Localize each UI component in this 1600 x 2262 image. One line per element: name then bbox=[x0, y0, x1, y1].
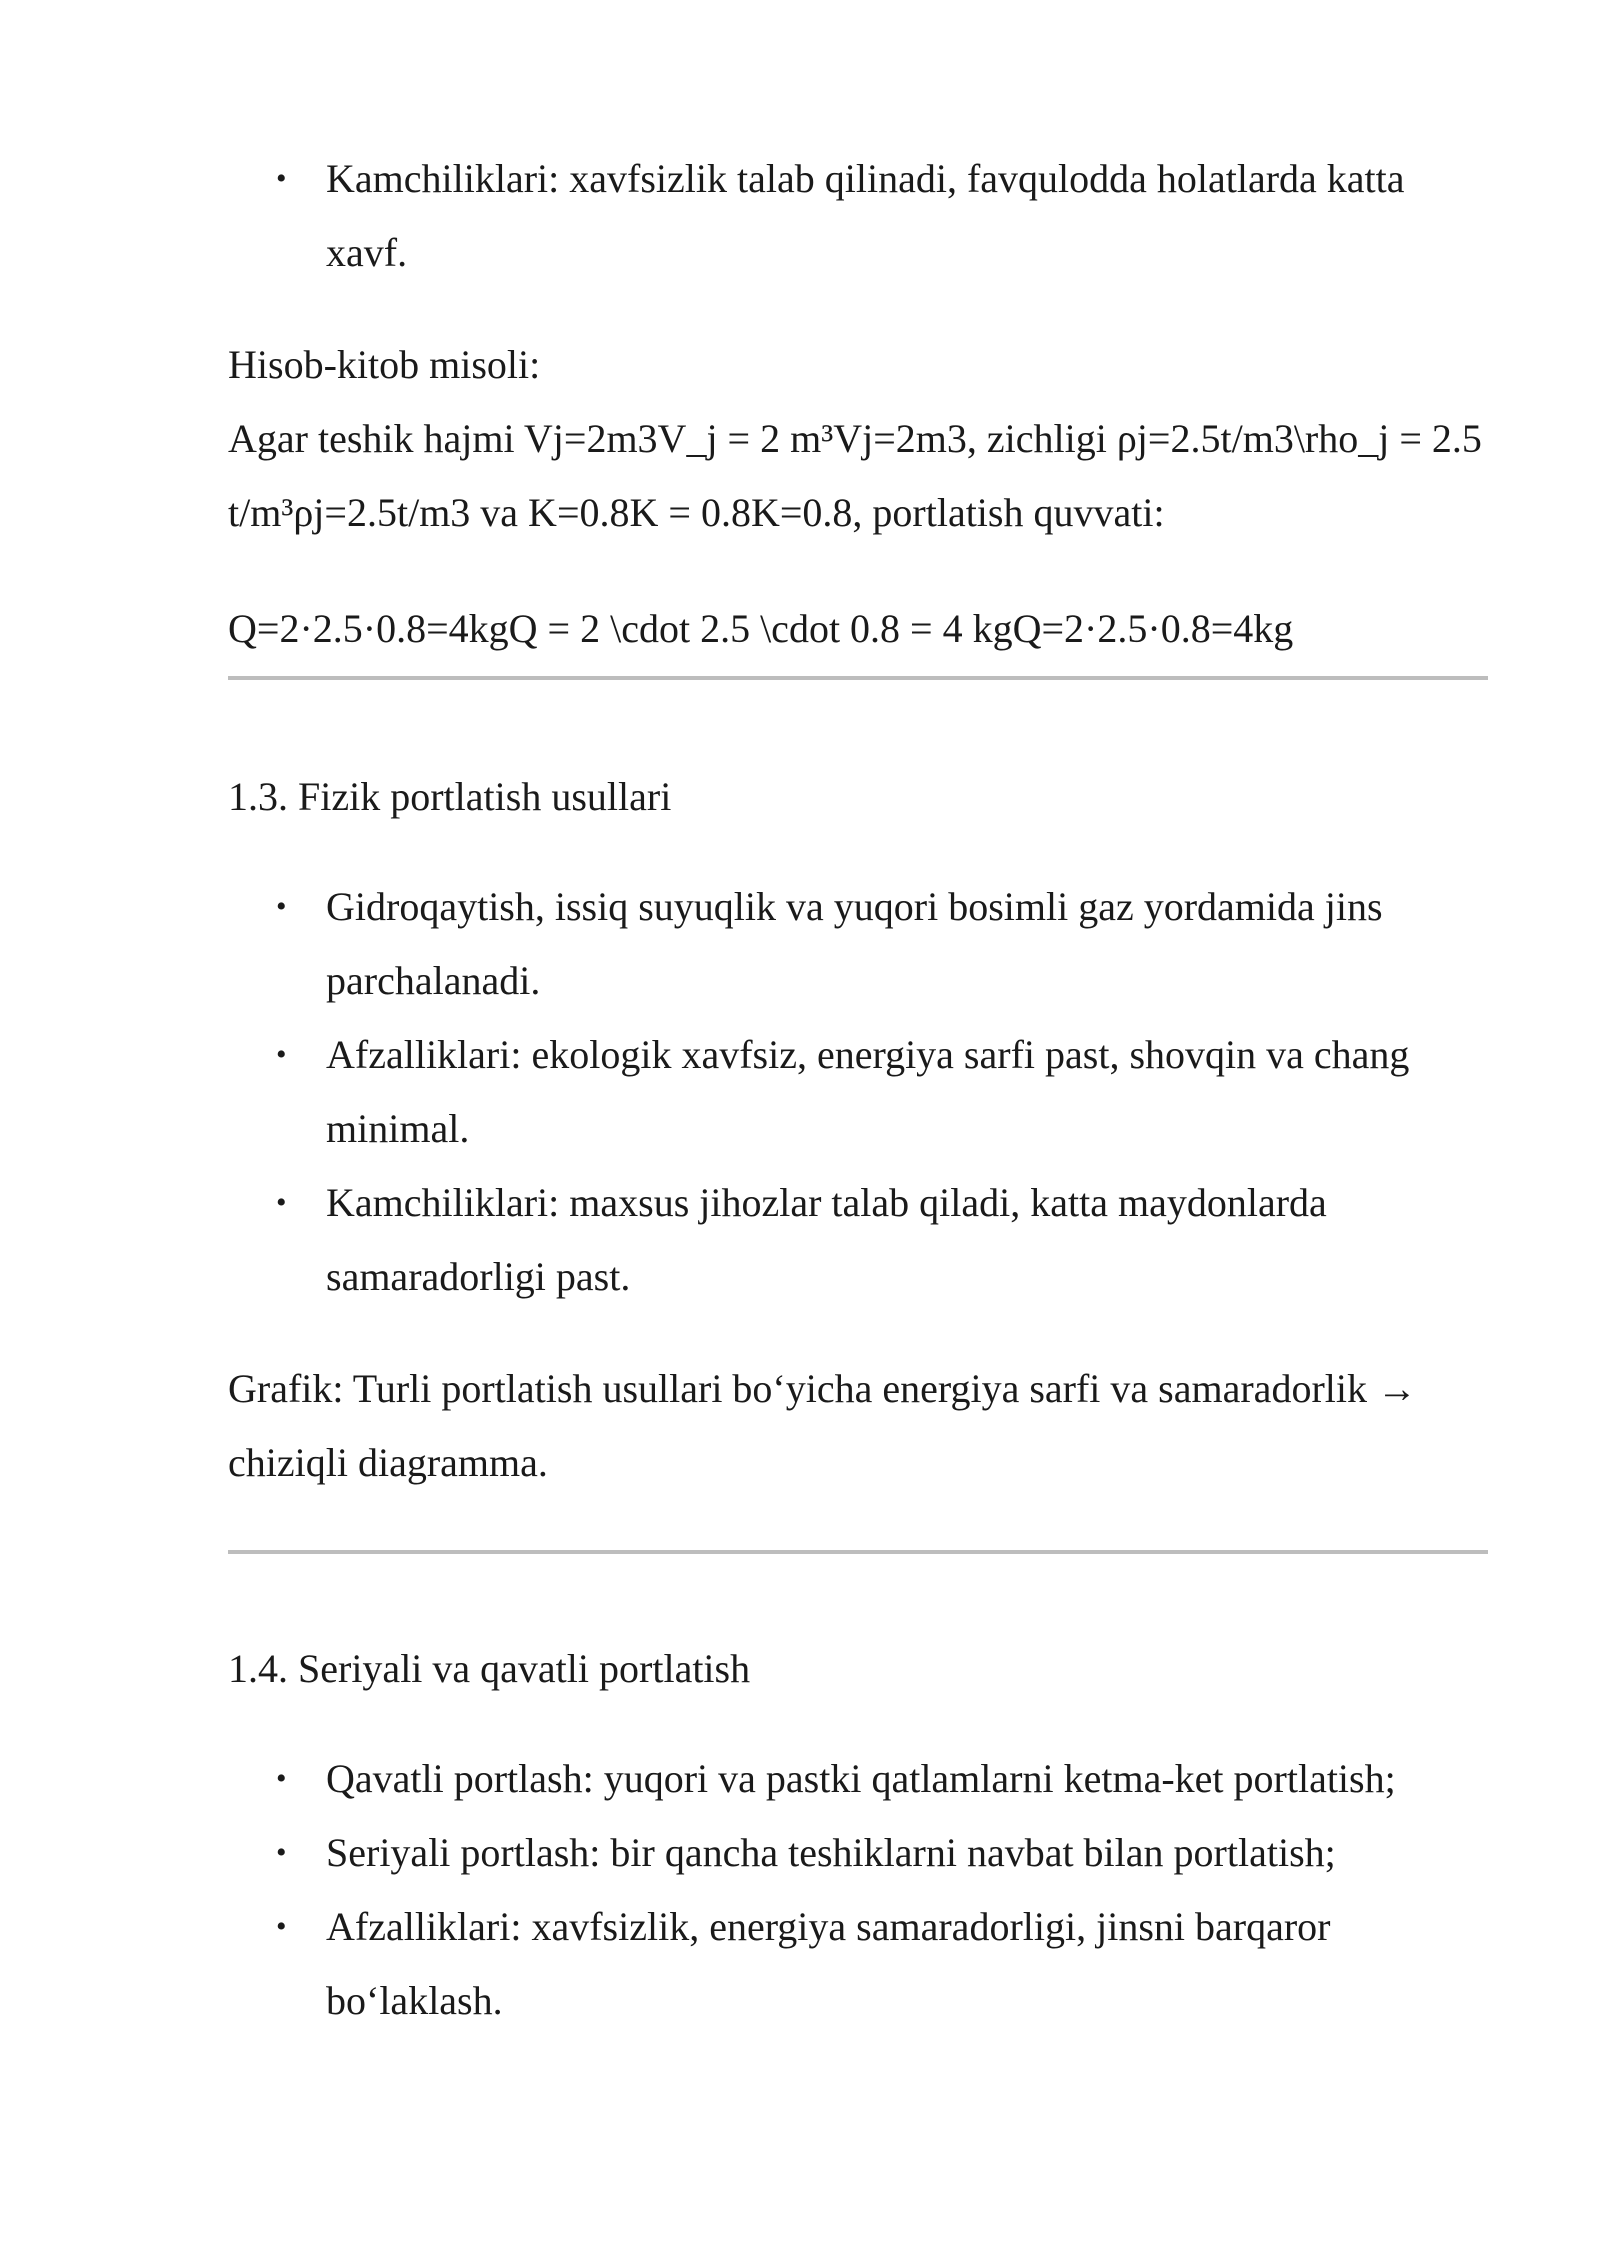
list-item: • Kamchiliklari: xavfsizlik talab qilinadi, favqulodda holatlarda katta xavf. bbox=[228, 142, 1488, 290]
bullet-icon: • bbox=[276, 162, 287, 195]
list-item: • Seriyali portlash: bir qancha teshiklarni navbat bilan portlatish; bbox=[228, 1816, 1488, 1890]
example-paragraph: Agar teshik hajmi Vj=2m3V_j = 2 m³Vj=2m3, zichligi ρj=2.5t/m3\rho_j = 2.5 t/m³ρj=2.5t/m3 va K=0.8K = 0.8K=0.8, portlatish quvvati: bbox=[228, 416, 1482, 535]
list-item: • Afzalliklari: ekologik xavfsiz, energiya sarfi past, shovqin va chang minimal. bbox=[228, 1018, 1488, 1166]
bullet-icon: • bbox=[276, 1186, 287, 1219]
list-item: • Afzalliklari: xavfsizlik, energiya samaradorligi, jinsni barqaror bo‘laklash. bbox=[228, 1890, 1488, 2038]
section-title-1-3: 1.3. Fizik portlatish usullari bbox=[228, 774, 672, 819]
horizontal-divider bbox=[228, 1550, 1488, 1554]
horizontal-divider bbox=[228, 676, 1488, 680]
bullet-list-2 bbox=[228, 870, 1488, 1314]
bullet-icon: • bbox=[276, 1910, 287, 1943]
bullet-list-1 bbox=[228, 142, 1488, 290]
example-heading: Hisob-kitob misoli: bbox=[228, 342, 541, 387]
section-title-1-4: 1.4. Seriyali va qavatli portlatish bbox=[228, 1646, 751, 1691]
bullet-icon: • bbox=[276, 890, 287, 923]
list-item: • Gidroqaytish, issiq suyuqlik va yuqori bosimli gaz yordamida jins parchalanadi. bbox=[228, 870, 1488, 1018]
graph-note: Grafik: Turli portlatish usullari bo‘yicha energiya sarfi va samaradorlik → chiziqli diagramma. bbox=[228, 1366, 1417, 1485]
list-item: • Kamchiliklari: maxsus jihozlar talab qiladi, katta maydonlarda samaradorligi past. bbox=[228, 1166, 1488, 1314]
list-item: • Qavatli portlash: yuqori va pastki qatlamlarni ketma-ket portlatish; bbox=[228, 1742, 1488, 1816]
bullet-icon: • bbox=[276, 1762, 287, 1795]
bullet-icon: • bbox=[276, 1836, 287, 1869]
formula-line: Q=2·2.5·0.8=4kgQ = 2 \cdot 2.5 \cdot 0.8 = 4 kgQ=2·2.5·0.8=4kg bbox=[228, 606, 1294, 651]
bullet-icon: • bbox=[276, 1038, 287, 1071]
bullet-list-3 bbox=[228, 1742, 1488, 2038]
